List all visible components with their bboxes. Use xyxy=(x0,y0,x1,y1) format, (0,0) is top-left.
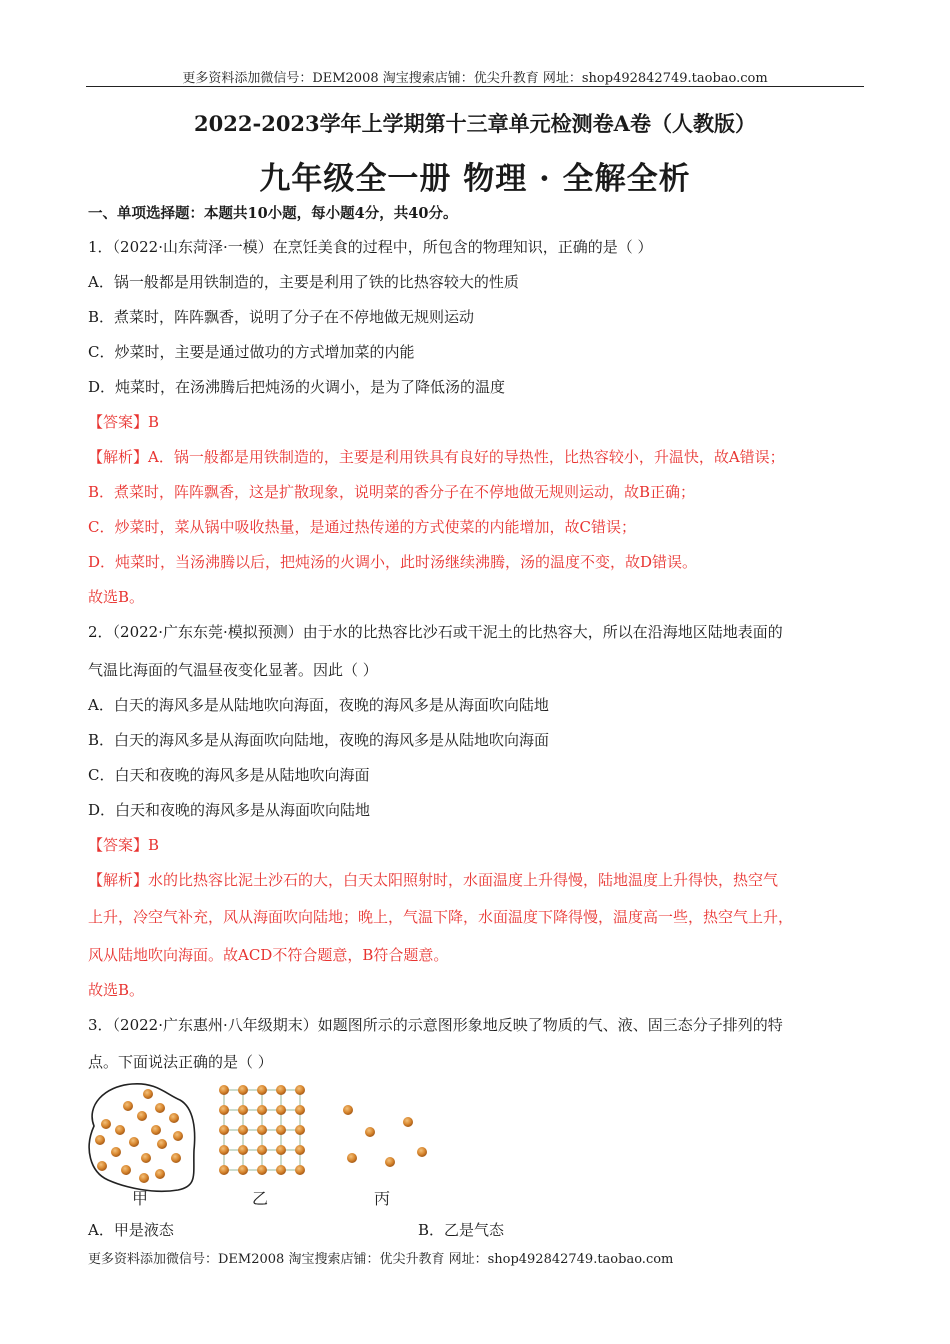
q1-answer: 【答案】B xyxy=(88,413,160,431)
q3-option-a: A．甲是液态 xyxy=(88,1221,174,1239)
q2-conclusion: 故选B。 xyxy=(88,981,145,999)
q3-stem-line2: 点。下面说法正确的是（ ） xyxy=(88,1053,273,1071)
q2-option-b: B．白天的海风多是从海面吹向陆地，夜晚的海风多是从陆地吹向海面 xyxy=(88,731,550,749)
document-title: 九年级全一册 物理 · 全解全析 xyxy=(259,161,691,197)
q2-option-a: A．白天的海风多是从陆地吹向海面，夜晚的海风多是从海面吹向陆地 xyxy=(88,696,549,714)
gas-molecules xyxy=(343,1105,427,1167)
q1-explanation-4: D．炖菜时，当汤沸腾以后，把炖汤的火调小，此时汤继续沸腾，汤的温度不变，故D错误。 xyxy=(88,553,698,571)
fig-label-jia: 甲 xyxy=(131,1189,149,1208)
q1-option-c: C．炒菜时，主要是通过做功的方式增加菜的内能 xyxy=(88,343,415,361)
q2-option-d: D．白天和夜晚的海风多是从海面吹向陆地 xyxy=(88,801,371,819)
footer-note: 更多资料添加微信号：DEM2008 淘宝搜索店铺：优尖升教育 网址：shop492842749.taobao.com xyxy=(88,1252,674,1267)
liquid-molecules xyxy=(95,1089,183,1183)
header-note: 更多资料添加微信号：DEM2008 淘宝搜索店铺：优尖升教育 网址：shop492842749.taobao.com xyxy=(182,71,768,86)
header-divider xyxy=(86,86,864,87)
q2-explanation-1: 【解析】水的比热容比泥土沙石的大，白天太阳照射时，水面温度上升得慢，陆地温度上升得快，热空气 xyxy=(88,871,779,889)
q3-option-b: B．乙是气态 xyxy=(418,1221,505,1239)
q2-stem-line2: 气温比海面的气温昼夜变化显著。因此（ ） xyxy=(88,661,378,679)
q2-stem-line1: 2．（2022·广东东莞·模拟预测）由于水的比热容比沙石或干泥土的比热容大，所以在沿海地区陆地表面的 xyxy=(88,623,783,641)
fig-label-yi: 乙 xyxy=(251,1189,269,1208)
q1-option-d: D．炖菜时，在汤沸腾后把炖汤的火调小，是为了降低汤的温度 xyxy=(88,378,506,396)
fig-label-bing: 丙 xyxy=(373,1189,391,1208)
q2-explanation-2: 上升，冷空气补充，风从海面吹向陆地；晚上，气温下降，水面温度下降得慢，温度高一些，热空气上升， xyxy=(88,908,794,926)
q2-option-c: C．白天和夜晚的海风多是从陆地吹向海面 xyxy=(88,766,370,784)
q1-explanation-1: 【解析】A．锅一般都是用铁制造的，主要是利用铁具有良好的导热性，比热容较小，升温快，故A错误； xyxy=(88,448,785,466)
q2-answer: 【答案】B xyxy=(88,836,160,854)
molecule-states-figure xyxy=(80,1078,440,1213)
q1-option-b: B．煮菜时，阵阵飘香，说明了分子在不停地做无规则运动 xyxy=(88,308,475,326)
section-heading: 一、单项选择题：本题共10小题，每小题4分，共40分。 xyxy=(88,205,458,222)
document-subtitle: 2022-2023学年上学期第十三章单元检测卷A卷（人教版） xyxy=(194,111,756,136)
q1-option-a: A．锅一般都是用铁制造的，主要是利用了铁的比热容较大的性质 xyxy=(88,273,519,291)
q3-stem-line1: 3．（2022·广东惠州·八年级期末）如题图所示的示意图形象地反映了物质的气、液、固三态分子排列的特 xyxy=(88,1016,783,1034)
q1-conclusion: 故选B。 xyxy=(88,588,145,606)
q1-explanation-2: B．煮菜时，阵阵飘香，这是扩散现象，说明菜的香分子在不停地做无规则运动，故B正确； xyxy=(88,483,696,501)
q2-explanation-3: 风从陆地吹向海面。故ACD不符合题意，B符合题意。 xyxy=(88,946,449,964)
q1-explanation-3: C．炒菜时，菜从锅中吸收热量，是通过热传递的方式使菜的内能增加，故C错误； xyxy=(88,518,636,536)
q1-stem: 1．（2022·山东菏泽·一模）在烹饪美食的过程中，所包含的物理知识，正确的是（ ） xyxy=(88,238,653,256)
